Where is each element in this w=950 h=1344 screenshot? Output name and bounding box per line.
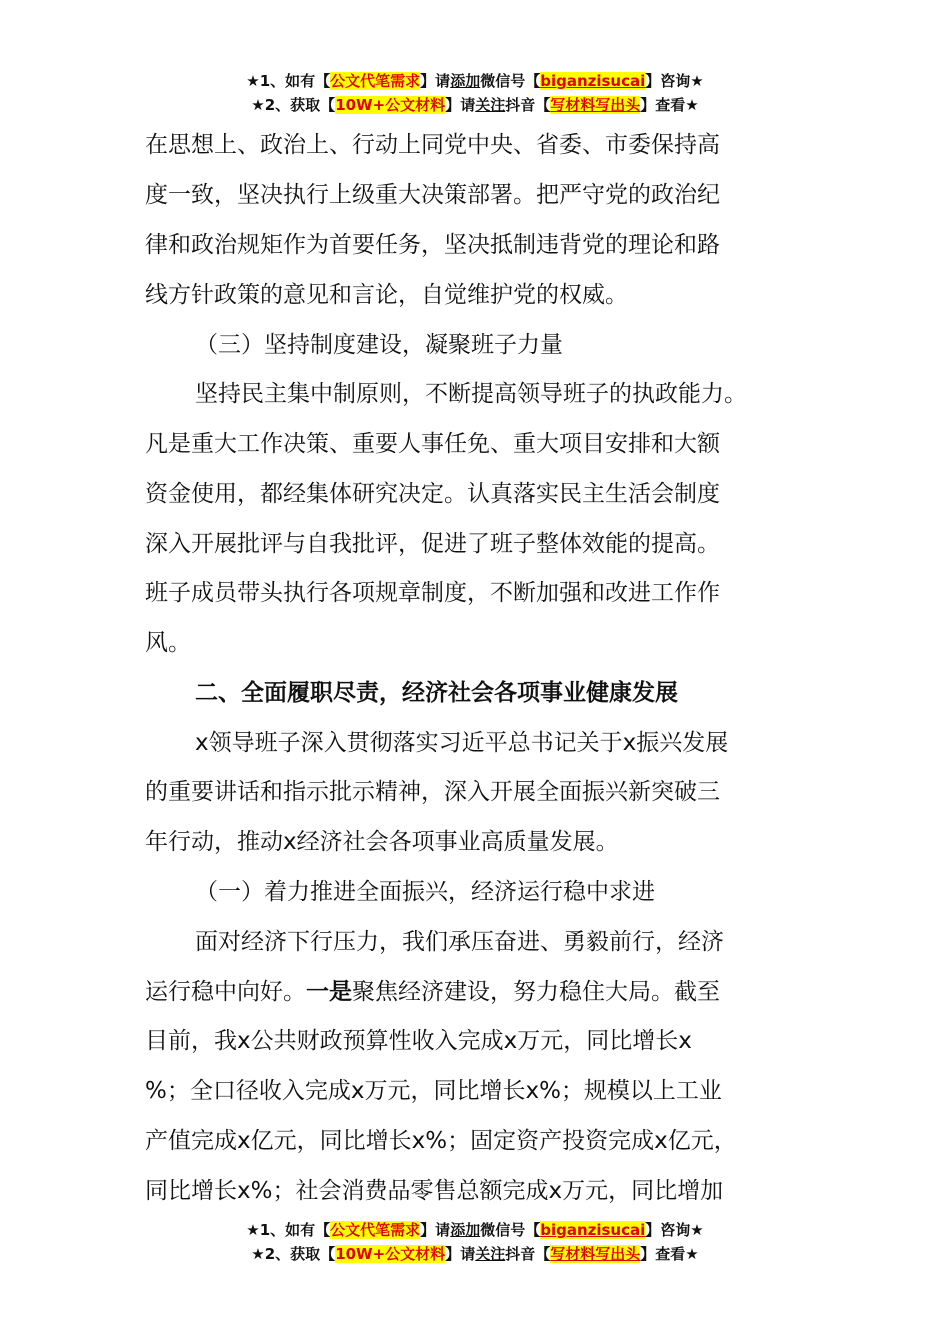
body-line [145, 977, 720, 1007]
body-line: 目前，我x公共财政预算性收入完成x万元，同比增长x [145, 1028, 692, 1054]
body-line: 资金使用，都经集体研究决定。认真落实民主生活会制度 [145, 481, 720, 507]
body-line: 在思想上、政治上、行动上同党中央、省委、市委保持高 [145, 132, 720, 158]
body-line: 线方针政策的意见和言论，自觉维护党的权威。 [145, 282, 628, 308]
banner-text: 】请 [445, 96, 476, 114]
banner-text: 】请 [420, 1221, 451, 1239]
banner-text: 】请 [420, 72, 451, 90]
top-banner [0, 69, 950, 117]
banner-text: 微信号【 [480, 1221, 541, 1239]
body-line: 面对经济下行压力，我们承压奋进、勇毅前行，经济 [195, 929, 724, 955]
section-heading: 二、全面履职尽责，经济社会各项事业健康发展 [195, 680, 678, 706]
body-line: 深入开展批评与自我批评，促进了班子整体效能的提高。 [145, 531, 720, 557]
body-line: %；全口径收入完成x万元，同比增长x%；规模以上工业 [145, 1078, 722, 1104]
banner-text: ★2、获取【 [251, 1245, 336, 1263]
body-line: 坚持民主集中制原则，不断提高领导班子的执政能力。 [195, 381, 747, 407]
body-line: 年行动，推动x经济社会各项事业高质量发展。 [145, 829, 619, 855]
banner-line-1 [0, 69, 950, 93]
banner-underline: 添加 [450, 72, 481, 90]
banner-text: ★1、如有【 [246, 1221, 331, 1239]
bold-lead: 一是 [306, 979, 352, 1005]
banner-highlight: 10W+公文材料 [335, 96, 446, 114]
subheading: （一）着力推进全面振兴，经济运行稳中求进 [195, 879, 655, 905]
body-line: 度一致，坚决执行上级重大决策部署。把严守党的政治纪 [145, 182, 720, 208]
banner-text: 】咨询★ [645, 72, 704, 90]
wechat-id: biganzisucai [540, 1221, 646, 1239]
body-line: 的重要讲话和指示批示精神，深入开展全面振兴新突破三 [145, 779, 720, 805]
subheading: （三）坚持制度建设，凝聚班子力量 [195, 332, 563, 358]
douyin-id: 写材料写出头 [550, 96, 641, 114]
banner-line-2 [0, 1242, 950, 1266]
banner-highlight: 10W+公文材料 [335, 1245, 446, 1263]
body-line: x领导班子深入贯彻落实习近平总书记关于x振兴发展 [195, 730, 729, 756]
bottom-banner [0, 1218, 950, 1266]
banner-underline: 添加 [450, 1221, 481, 1239]
banner-text: 】查看★ [640, 1245, 699, 1263]
body-text: 运行稳中向好。 [145, 979, 306, 1005]
banner-highlight: 公文代笔需求 [330, 72, 421, 90]
banner-text: 微信号【 [480, 72, 541, 90]
banner-text: 】咨询★ [645, 1221, 704, 1239]
banner-text: 抖音【 [505, 96, 551, 114]
banner-text: 】查看★ [640, 96, 699, 114]
body-line: 律和政治规矩作为首要任务，坚决抵制违背党的理论和路 [145, 232, 720, 258]
banner-underline: 关注 [475, 1245, 506, 1263]
wechat-id: biganzisucai [540, 72, 646, 90]
banner-text: ★2、获取【 [251, 96, 336, 114]
banner-line-1 [0, 1218, 950, 1242]
body-line: 凡是重大工作决策、重要人事任免、重大项目安排和大额 [145, 431, 720, 457]
banner-line-2 [0, 93, 950, 117]
body-line: 产值完成x亿元，同比增长x%；固定资产投资完成x亿元， [145, 1128, 737, 1154]
douyin-id: 写材料写出头 [550, 1245, 641, 1263]
body-line: 风。 [145, 630, 191, 656]
body-line: 班子成员带头执行各项规章制度，不断加强和改进工作作 [145, 580, 720, 606]
body-text: 聚焦经济建设，努力稳住大局。截至 [352, 979, 720, 1005]
banner-text: ★1、如有【 [246, 72, 331, 90]
banner-underline: 关注 [475, 96, 506, 114]
banner-text: 抖音【 [505, 1245, 551, 1263]
banner-highlight: 公文代笔需求 [330, 1221, 421, 1239]
banner-text: 】请 [445, 1245, 476, 1263]
body-line: 同比增长x%；社会消费品零售总额完成x万元，同比增加 [145, 1178, 724, 1204]
